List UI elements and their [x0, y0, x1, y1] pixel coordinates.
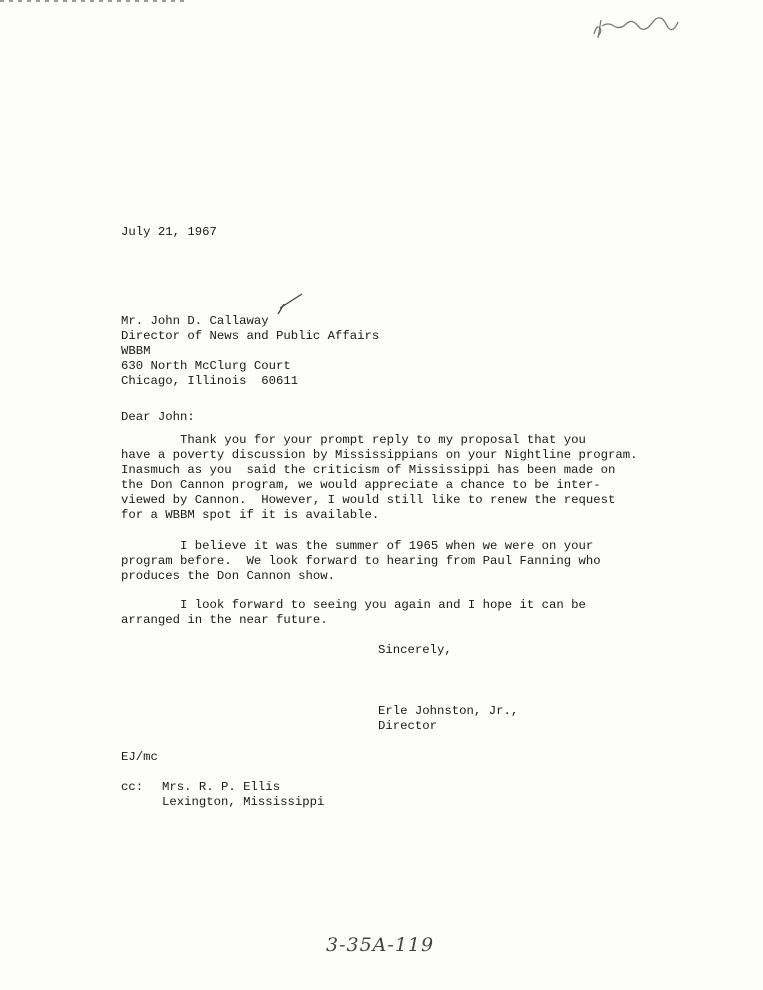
scan-edge-dash: [0, 0, 188, 2]
checkmark-annotation: [270, 292, 310, 322]
recipient-organization: WBBM: [121, 344, 151, 358]
file-number-handwritten: 3-35A-119: [326, 934, 435, 956]
closing: Sincerely,: [378, 643, 452, 657]
cc-name: Mrs. R. P. Ellis: [162, 780, 281, 794]
recipient-city: Chicago, Illinois 60611: [121, 374, 299, 388]
recipient-title: Director of News and Public Affairs: [121, 329, 380, 343]
body-line: for a WBBM spot if it is available.: [121, 508, 380, 522]
handwritten-scribble: [590, 12, 690, 42]
body-line: program before. We look forward to hearing from Paul Fanning who: [121, 554, 601, 568]
recipient-name: Mr. John D. Callaway: [121, 314, 269, 328]
body-line: the Don Cannon program, we would appreciate a chance to be inter-: [121, 478, 601, 492]
body-line: have a poverty discussion by Mississippians on your Nightline program.: [121, 448, 638, 462]
body-line: Thank you for your prompt reply to my proposal that you: [121, 433, 586, 447]
cc-label: cc:: [121, 780, 144, 794]
body-line: I believe it was the summer of 1965 when we were on your: [121, 539, 594, 553]
signer-name: Erle Johnston, Jr.,: [378, 704, 519, 718]
body-line: viewed by Cannon. However, I would still like to renew the request: [121, 493, 616, 507]
signer-title: Director: [378, 719, 438, 733]
body-line: arranged in the near future.: [121, 613, 328, 627]
typist-initials: EJ/mc: [121, 750, 158, 764]
salutation: Dear John:: [121, 410, 195, 424]
recipient-street: 630 North McClurg Court: [121, 359, 291, 373]
body-line: I look forward to seeing you again and I hope it can be: [121, 598, 586, 612]
cc-city: Lexington, Mississippi: [162, 795, 325, 809]
letter-date: July 21, 1967: [121, 225, 217, 239]
body-line: produces the Don Cannon show.: [121, 569, 336, 583]
body-line: Inasmuch as you said the criticism of Mississippi has been made on: [121, 463, 616, 477]
